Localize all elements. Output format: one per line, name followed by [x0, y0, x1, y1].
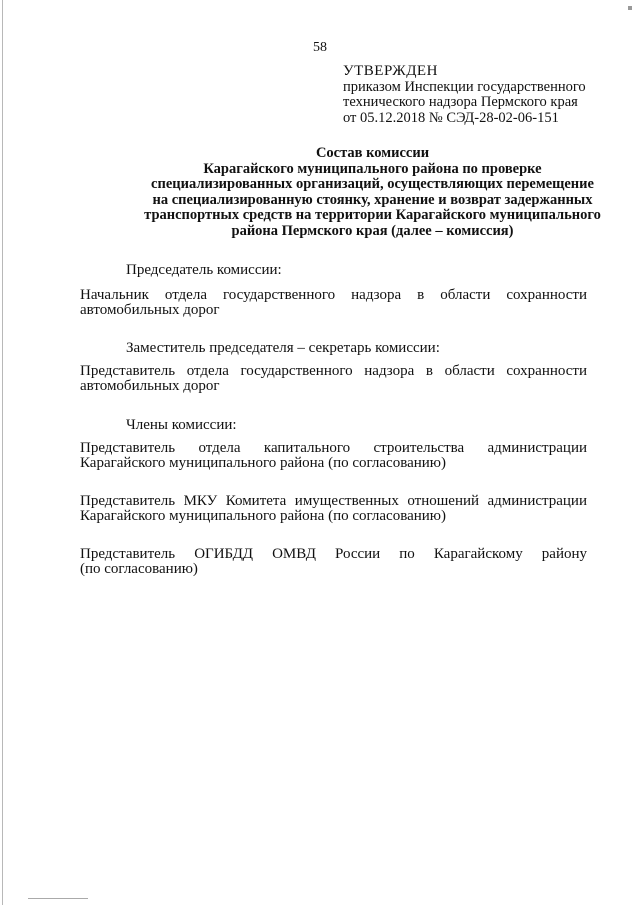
approval-block	[343, 64, 586, 126]
scan-edge-line	[2, 0, 3, 905]
approval-line: технического надзора Пермского края	[343, 94, 578, 110]
approval-stamp: УТВЕРЖДЕН	[343, 63, 438, 79]
member-entry	[80, 494, 587, 524]
page-number: 58	[313, 40, 327, 55]
approval-line: от 05.12.2018 № СЭД-28-02-06-151	[343, 109, 559, 126]
member-entry-line: Представитель отдела капитального строительства администрации	[80, 441, 587, 456]
member-entry-line: Представитель отдела государственного надзора в области сохранности	[80, 364, 587, 379]
member-entry	[80, 288, 587, 318]
title-line: Карагайского муниципального района по проверке	[203, 160, 542, 177]
member-entry-line: (по согласованию)	[80, 561, 198, 577]
scan-artifact-mark	[628, 6, 632, 10]
member-entry-line: Начальник отдела государственного надзора в области сохранности	[80, 288, 587, 303]
section-heading-members: Члены комиссии:	[126, 417, 237, 433]
title-line: транспортных средств на территории Карагайского муниципального	[144, 207, 601, 223]
member-entry-line: Карагайского муниципального района (по согласованию)	[80, 455, 447, 471]
section-heading-chairman: Председатель комиссии:	[126, 262, 282, 278]
member-entry-line: автомобильных дорог	[80, 302, 220, 318]
member-entry	[80, 547, 587, 577]
member-entry-line: автомобильных дорог	[80, 378, 220, 394]
scan-artifact-line	[28, 898, 88, 899]
member-entry	[80, 364, 587, 394]
approval-line: приказом Инспекции государственного	[343, 78, 586, 95]
title-line: района Пермского края (далее – комиссия)	[231, 222, 514, 239]
section-heading-deputy: Заместитель председателя – секретарь комиссии:	[126, 340, 440, 356]
member-entry	[80, 441, 587, 471]
member-entry-line: Представитель ОГИБДД ОМВД России по Карагайскому району	[80, 547, 587, 562]
title-line: Состав комиссии	[315, 145, 430, 161]
member-entry-line: Карагайского муниципального района (по согласованию)	[80, 508, 447, 524]
title-line: на специализированную стоянку, хранение и возврат задержанных	[152, 191, 593, 208]
document-title	[80, 146, 640, 239]
title-line: специализированных организаций, осуществляющих перемещение	[151, 176, 594, 192]
member-entry-line: Представитель МКУ Комитета имущественных отношений администрации	[80, 494, 587, 509]
